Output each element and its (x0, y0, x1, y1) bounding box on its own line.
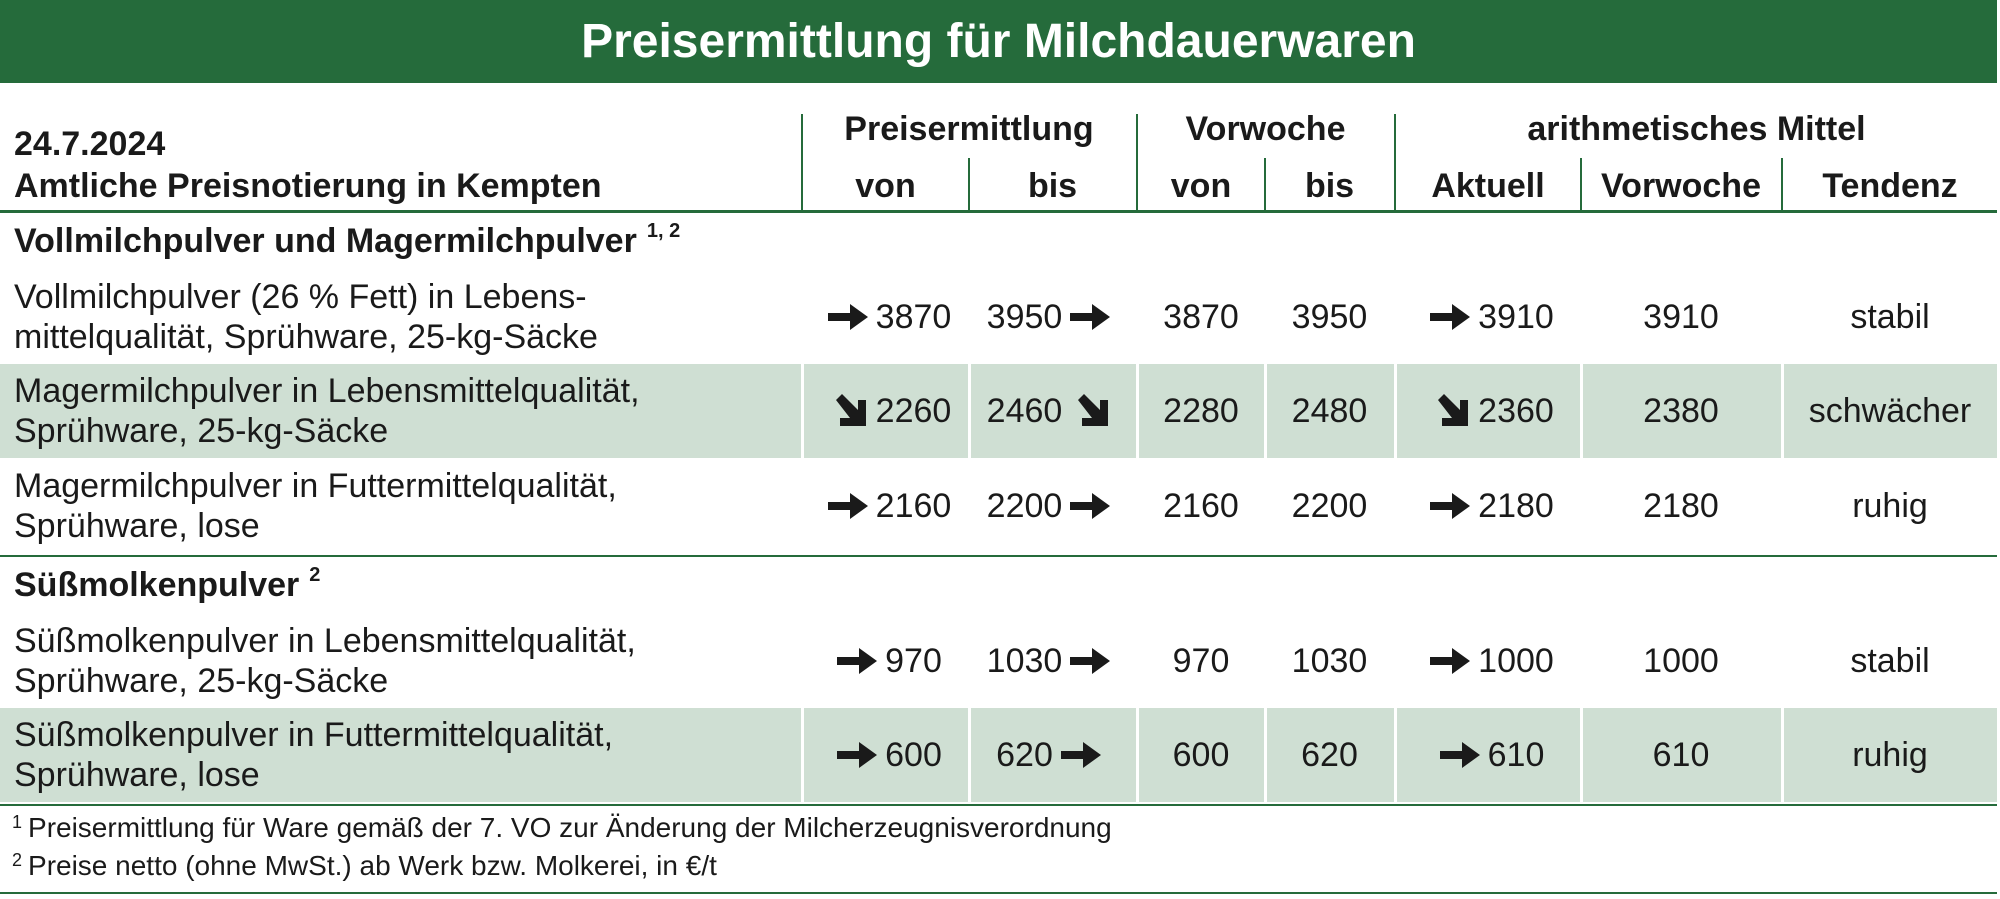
price-date: 24.7.2024 (14, 125, 166, 163)
cell-von (803, 460, 968, 552)
header-divider (1394, 114, 1396, 210)
product-label-line: Sprühware, lose (14, 507, 260, 545)
product-label-line: Süßmolkenpulver in Futtermittelqualität, (14, 716, 614, 754)
header-divider (801, 114, 803, 210)
price-value: 2460 (986, 391, 1063, 430)
price-value: 600 (885, 735, 942, 774)
price-value: 3870 (1163, 297, 1239, 336)
price-value: 2160 (1163, 486, 1239, 525)
price-value: 3950 (1291, 297, 1368, 336)
cell-bis (970, 272, 1135, 362)
product-label-line: Süßmolkenpulver in Lebensmittelqualität, (14, 622, 636, 660)
right-arrow-icon (1440, 738, 1480, 772)
cell-bis (970, 460, 1135, 552)
down-right-arrow-icon (1070, 394, 1110, 428)
price-value: 610 (1652, 735, 1710, 774)
right-arrow-icon (1430, 644, 1470, 678)
cell-aktuell (1396, 364, 1580, 458)
price-value: 2160 (875, 486, 952, 525)
product-label-line: mittelqualität, Sprühware, 25-kg-Säcke (14, 318, 598, 356)
price-value: 3870 (875, 297, 952, 336)
cell-vorwoche (1582, 460, 1780, 552)
cell-von (803, 364, 968, 458)
cell-aktuell (1396, 272, 1580, 362)
price-value: 620 (1301, 735, 1358, 774)
product-label-line: Sprühware, 25-kg-Säcke (14, 662, 389, 700)
table-row (0, 272, 1997, 362)
cell-vw-von (1138, 616, 1264, 706)
cell-von (803, 272, 968, 362)
cell-aktuell (1396, 708, 1580, 802)
footnote-1: $^1$ Preisermittlung für Ware gemäß der 7. VO zur Änderung der Milcherzeugnisverordnung (12, 812, 1112, 843)
section-title: Süßmolkenpulver $^2$ (14, 564, 321, 604)
page-bottom-rule (0, 892, 1997, 894)
right-arrow-icon (837, 738, 877, 772)
price-value: 2200 (986, 486, 1063, 525)
cell-vw-bis (1266, 272, 1393, 362)
cell-vw-von (1138, 460, 1264, 552)
trend-text: stabil (1850, 297, 1930, 336)
product-label-line: Sprühware, lose (14, 756, 260, 794)
product-label-line: Magermilchpulver in Lebensmittelqualität, (14, 372, 640, 410)
header-divider (968, 158, 970, 210)
col-header-bis: bis (1027, 167, 1078, 205)
product-label (14, 708, 794, 802)
cell-tendenz (1783, 708, 1997, 802)
price-value: 3950 (986, 297, 1063, 336)
group-header-mittel: arithmetisches Mittel (1527, 110, 1866, 148)
footnote-2: $^2$ Preise netto (ohne MwSt.) ab Werk bzw. Molkerei, in €/t (12, 850, 717, 881)
col-header-aktuell: Aktuell (1431, 167, 1545, 205)
right-arrow-icon (828, 300, 868, 334)
right-arrow-icon (1070, 489, 1110, 523)
price-value: 2280 (1163, 391, 1239, 430)
cell-vw-von (1138, 708, 1264, 802)
cell-vorwoche (1582, 616, 1780, 706)
price-value: 3910 (1643, 297, 1719, 336)
price-value: 2380 (1643, 391, 1719, 430)
cell-vorwoche (1582, 708, 1780, 802)
header-divider (1580, 158, 1582, 210)
table-row (0, 364, 1997, 458)
group-header-preisermittlung: Preisermittlung (844, 110, 1094, 148)
product-label-line: Vollmilchpulver (26 % Fett) in Lebens- (14, 278, 587, 316)
cell-tendenz (1783, 272, 1997, 362)
group-header-vorwoche: Vorwoche (1185, 110, 1346, 148)
section-rule (0, 555, 1997, 557)
price-value: 2180 (1643, 486, 1719, 525)
right-arrow-icon (837, 644, 877, 678)
section-title: Vollmilchpulver und Magermilchpulver $^{1, 2}$ (14, 220, 681, 260)
cell-bis (970, 364, 1135, 458)
col-header-vw-von: von (1170, 167, 1232, 205)
right-arrow-icon (1061, 738, 1101, 772)
table-title: Preisermittlung für Milchdauerwaren (0, 0, 1997, 83)
cell-vw-bis (1266, 364, 1393, 458)
cell-aktuell (1396, 460, 1580, 552)
price-value: 2260 (875, 391, 952, 430)
right-arrow-icon (1430, 300, 1470, 334)
col-header-vorwoche: Vorwoche (1601, 167, 1761, 205)
price-value: 970 (1172, 641, 1230, 680)
right-arrow-icon (1070, 644, 1110, 678)
table-bottom-rule (0, 804, 1997, 806)
price-value: 970 (885, 641, 942, 680)
price-value: 610 (1487, 735, 1545, 774)
price-value: 2480 (1291, 391, 1368, 430)
right-arrow-icon (1070, 300, 1110, 334)
col-header-tendenz: Tendenz (1822, 167, 1958, 205)
down-right-arrow-icon (1430, 394, 1470, 428)
trend-text: stabil (1850, 641, 1930, 680)
cell-von (803, 708, 968, 802)
price-value: 2360 (1478, 391, 1554, 430)
price-value: 2200 (1291, 486, 1368, 525)
price-value: 1030 (1291, 641, 1368, 680)
product-label (14, 364, 794, 458)
right-arrow-icon (828, 489, 868, 523)
product-label (14, 616, 794, 706)
col-header-vw-bis: bis (1304, 167, 1355, 205)
cell-von (803, 616, 968, 706)
product-label-line: Sprühware, 25-kg-Säcke (14, 412, 389, 450)
trend-text: ruhig (1852, 735, 1928, 774)
price-subtitle: Amtliche Preisnotierung in Kempten (14, 167, 602, 205)
price-value: 1000 (1478, 641, 1554, 680)
product-label (14, 460, 794, 552)
price-value: 620 (996, 735, 1053, 774)
cell-tendenz (1783, 364, 1997, 458)
product-label (14, 272, 794, 362)
cell-vorwoche (1582, 272, 1780, 362)
price-value: 1030 (986, 641, 1063, 680)
cell-aktuell (1396, 616, 1580, 706)
cell-vw-bis (1266, 616, 1393, 706)
header-divider (1264, 158, 1266, 210)
header-rule (0, 210, 1997, 213)
down-right-arrow-icon (828, 394, 868, 428)
product-label-line: Magermilchpulver in Futtermittelqualität, (14, 467, 617, 505)
cell-vw-von (1138, 272, 1264, 362)
price-value: 2180 (1478, 486, 1554, 525)
col-header-von: von (855, 167, 916, 205)
table-row (0, 708, 1997, 802)
cell-bis (970, 708, 1135, 802)
trend-text: ruhig (1852, 486, 1928, 525)
header-divider (1781, 158, 1783, 210)
cell-vorwoche (1582, 364, 1780, 458)
cell-vw-bis (1266, 708, 1393, 802)
price-value: 3910 (1478, 297, 1554, 336)
right-arrow-icon (1430, 489, 1470, 523)
cell-tendenz (1783, 460, 1997, 552)
price-value: 1000 (1643, 641, 1719, 680)
cell-bis (970, 616, 1135, 706)
cell-vw-bis (1266, 460, 1393, 552)
trend-text: schwächer (1808, 391, 1972, 430)
cell-vw-von (1138, 364, 1264, 458)
table-row (0, 616, 1997, 706)
table-row (0, 460, 1997, 552)
cell-tendenz (1783, 616, 1997, 706)
header-divider (1136, 114, 1138, 210)
price-value: 600 (1172, 735, 1230, 774)
